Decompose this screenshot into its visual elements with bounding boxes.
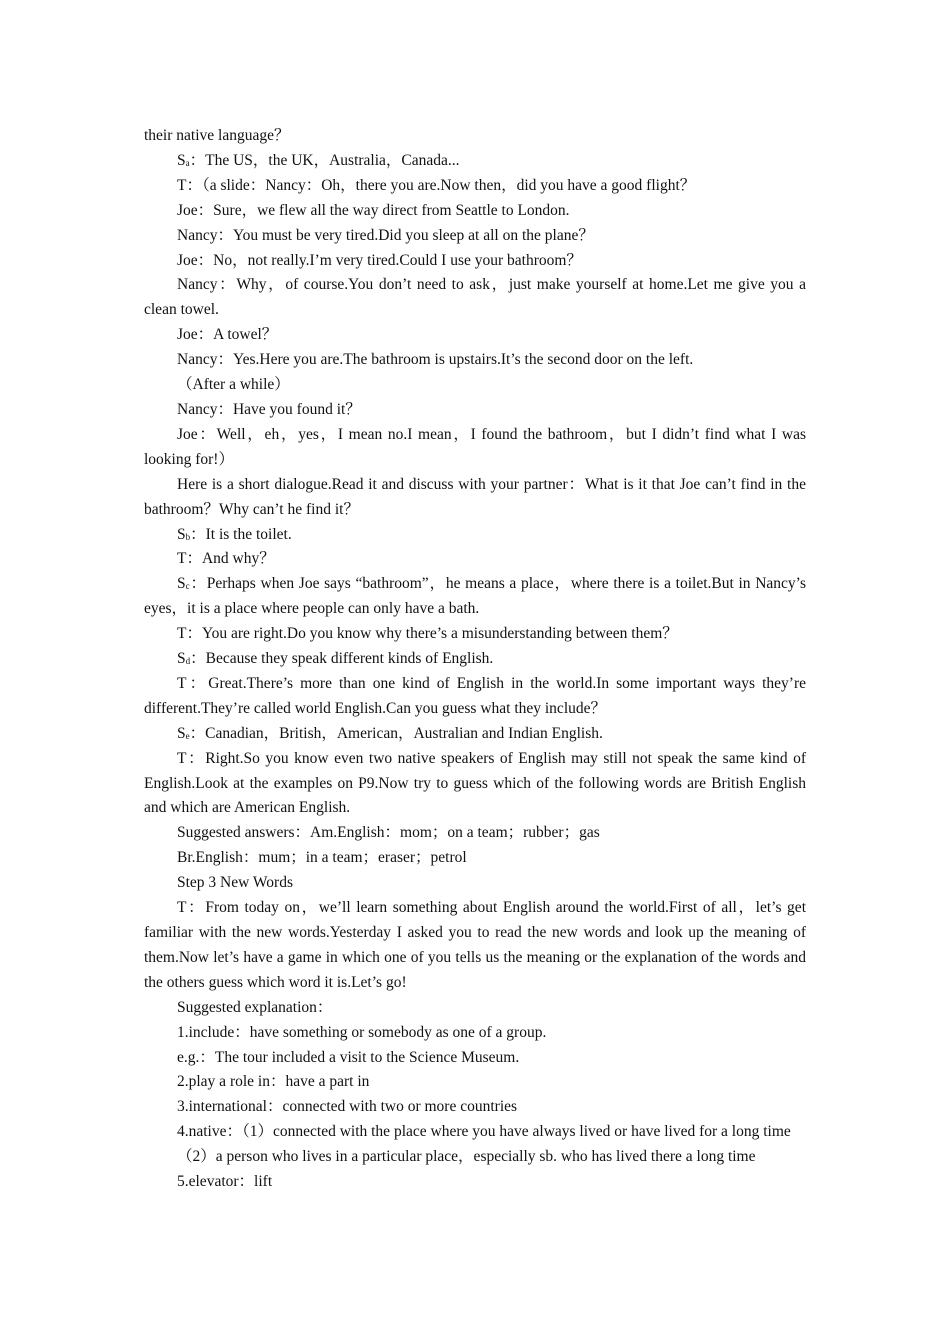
paragraph-elevator: 5.elevator：lift: [177, 1173, 273, 1191]
paragraph-joe-4: Joe：Well，eh，yes，I mean no.I mean，I found the bathroom，but I didn’t find what I was looking for!）: [144, 425, 806, 468]
paragraph-sb: $S_b$：It is the toilet.: [177, 525, 292, 543]
paragraph-joe-2: Joe：No，not really.I’m very tired.Could I use your bathroom？: [177, 251, 582, 269]
paragraph-joe-3: Joe：A towel？: [177, 326, 278, 344]
document-page: [144, 124, 806, 1195]
paragraph-teacher-why: T：And why？: [177, 550, 275, 568]
paragraph-sd: $S_d$：Because they speak different kinds of English.: [177, 650, 494, 668]
paragraph-br-english: Br.English：mum；in a team；eraser；petrol: [177, 849, 467, 867]
paragraph-suggested-answers: Suggested answers：Am.English：mom；on a team；rubber；gas: [177, 824, 600, 842]
paragraph-0: their native language？: [144, 127, 290, 144]
paragraph-teacher-examples: T：Right.So you know even two native speakers of English may still not speak the same kind of English.Look at the examples on P9.Now try to guess which of the following words are British English and which are American English.: [144, 749, 806, 817]
paragraph-include: 1.include：have something or somebody as one of a group.: [177, 1023, 547, 1041]
paragraph-suggested-explanation: Suggested explanation：: [177, 998, 333, 1016]
paragraph-play-a-role: 2.play a role in：have a part in: [177, 1073, 370, 1091]
paragraph-teacher-great: T：Great.There’s more than one kind of English in the world.In some important ways they’re different.They’re called world English.Can you guess what they include？: [144, 674, 806, 717]
paragraph-sc: $S_c$：Perhaps when Joe says “bathroom”，he means a place，where there is a toilet.But in Nancy’s eyes，it is a place where people can only have a bath.: [144, 575, 806, 618]
paragraph-nancy-2: Nancy：Why，of course.You don’t need to ask，just make yourself at home.Let me give you a clean towel.: [144, 276, 806, 319]
paragraph-example: e.g.：The tour included a visit to the Science Museum.: [177, 1048, 520, 1066]
paragraph-teacher-new-words: T：From today on，we’ll learn something about English around the world.First of all，let’s get familiar with the new words.Yesterday I asked you to read the new words and look up the meaning of them.Now let’s have a game in which one of you tells us the meaning or the explanation of the words and the others guess which word it is.Let’s go!: [144, 899, 806, 991]
paragraph-sa: $S_a$：The US，the UK，Australia，Canada...: [177, 151, 460, 169]
paragraph-international: 3.international：connected with two or more countries: [177, 1098, 518, 1116]
paragraph-discussion: Here is a short dialogue.Read it and discuss with your partner：What is it that Joe can’t find in the bathroom？Why can’t he find it？: [144, 475, 806, 518]
section-heading-step3: Step 3 New Words: [177, 874, 294, 892]
paragraph-teacher-right: T：You are right.Do you know why there’s a misunderstanding between them？: [177, 625, 678, 643]
paragraph-se: $S_e$：Canadian，British，American，Australian and Indian English.: [177, 724, 603, 742]
paragraph-nancy-1: Nancy：You must be very tired.Did you sleep at all on the plane？: [177, 226, 594, 244]
paragraph-native-1: 4.native：（1）connected with the place where you have always lived or have lived for a long time: [177, 1123, 791, 1141]
paragraph-nancy-4: Nancy：Have you found it？: [177, 400, 361, 418]
paragraph-after-a-while: （After a while）: [177, 376, 290, 394]
paragraph-nancy-3: Nancy：Yes.Here you are.The bathroom is upstairs.It’s the second door on the left.: [177, 351, 694, 369]
paragraph-native-2: （2）a person who lives in a particular place，especially sb. who has lived there a long time: [177, 1148, 756, 1166]
paragraph-joe-1: Joe：Sure，we flew all the way direct from Seattle to London.: [177, 201, 570, 219]
paragraph-teacher-slide: T：（a slide：Nancy：Oh，there you are.Now then，did you have a good flight？: [177, 176, 696, 194]
